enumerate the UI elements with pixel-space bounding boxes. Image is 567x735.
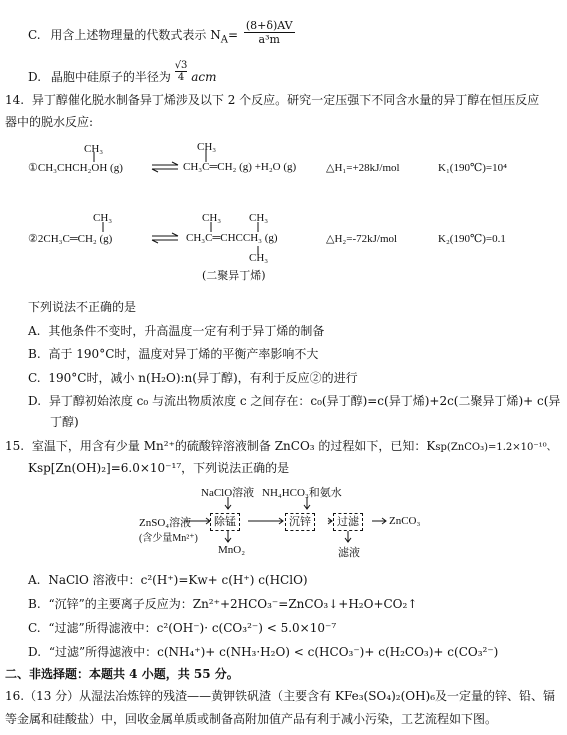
option-label: D. [28,70,42,84]
q16-line1: 16.（13 分）从湿法冶炼锌的残渣——黄钾铁矾渣（主要含有 KFe₃(SO₄)₂(OH)₆及一定量的锌、铅、镉 [5,689,556,703]
r1-equilibrium-constant: K₁(190℃)=10⁴ [438,162,507,174]
q15-stem-line2: Ksp[Zn(OH)₂]=6.0×10⁻¹⁷，下列说法正确的是 [28,461,290,475]
r1-enthalpy: △H₁=+28kJ/mol [326,162,400,174]
option-text: NaClO 溶液中：c²(H⁺)=Kw+ c(H⁺) c(HClO) [48,573,308,587]
q15-option-c [28,620,336,636]
r1-product-branch: CH₃ [197,141,217,153]
r2-product-branch-right-top: CH₃ [249,212,269,224]
fraction-numerator: (8+δ)AV [245,19,293,32]
option-d-top [28,60,217,89]
r2-product-name: (二聚异丁烯) [202,269,266,282]
sqrt-denominator: 4 [177,72,185,83]
q14-option-d [28,393,560,409]
q14-stem-line1 [5,92,539,108]
q15-stem-line1 [5,438,557,456]
r2-equilibrium-constant: K₂(190℃)=0.1 [438,233,506,245]
option-label: A. [28,573,41,587]
flow-step-filter: 过滤 [333,513,363,531]
r1-reactant-branch: CH₃ [84,143,104,155]
subscript: A [220,34,228,46]
reaction-number: ① [28,162,38,174]
flow-byproduct-mno2: MnO₂ [218,544,246,556]
q14-option-c [28,370,358,386]
unit: acm [191,70,217,84]
reactant-formula: 2CH₃C═CH₂ (g) [37,233,113,245]
option-text: 用含上述物理量的代数式表示 N [50,28,221,42]
reaction-number: ② [28,233,38,245]
q16-line2: 等金属和硅酸盐）中，回收金属单质或制备高附加值产品有利于减小污染，工艺流程如下图。 [5,712,498,726]
option-label: A. [28,324,41,338]
r2-product-bond-right-top [256,222,260,232]
q15-option-a [28,572,308,588]
r2-product: CH₃C═CHCCH₃ (g) [186,232,278,244]
flow-output: ZnCO₃ [389,515,421,527]
q14-stem-line2: 器中的脱水反应: [5,115,94,129]
option-c-top [28,19,297,49]
option-text: “沉锌”的主要离子反应为：Zn²⁺+2HCO₃⁻=ZnCO₃↓+H₂O+CO₂↑ [48,597,418,611]
q14-option-d-cont: 丁醇) [50,415,79,429]
r2-product-branch-right-bottom: CH₃ [249,252,269,264]
flow-step-remove-manganese: 除锰 [210,513,240,531]
question-number: 14. [5,93,25,107]
option-label: D. [28,645,42,659]
r2-reactant-branch: CH₃ [93,212,113,224]
r1-reactant [28,161,123,174]
r1-product: CH₃C═CH₂ (g) +H₂O (g) [183,161,297,173]
equilibrium-arrow [150,161,180,173]
reagent-nh4hco3: NH₄HCO₃和氨水 [262,487,342,499]
section-title: 二、非选择题：本题共 4 小题，共 55 分。 [5,667,239,681]
r2-product-branch-left: CH₃ [202,212,222,224]
sqrt-fraction [175,60,188,83]
q15-option-d [28,644,498,660]
option-text: 190°C时，减小 n(H₂O):n(异丁醇)，有利于反应②的进行 [48,371,358,385]
option-text: “过滤”所得滤液中：c(NH₄⁺)+ c(NH₃·H₂O) < c(HCO₃⁻)+ c(H₂CO₃)+ c(CO₃²⁻) [48,645,499,659]
ksp-znco3: sp(ZnCO₃)=1.2×10⁻¹⁰、 [435,442,557,453]
r2-product-bond-left [209,222,213,232]
r2-reactant [28,232,112,245]
r2-enthalpy: △H₂=-72kJ/mol [326,233,398,245]
question-number: 15. [5,439,25,453]
option-label: C. [28,28,41,42]
q14-ask: 下列说法不正确的是 [28,300,137,314]
option-label: D. [28,394,42,408]
option-label: C. [28,371,41,385]
option-text: 其他条件不变时，升高温度一定有利于异丁烯的制备 [48,324,325,338]
reagent-naclo: NaClO溶液 [201,487,255,499]
option-label: B. [28,347,41,361]
fraction-formula [244,19,295,46]
reactant-formula: CH₃CHCH₂OH (g) [37,162,123,174]
r2-reactant-bond [101,222,105,232]
flow-input: ZnSO₄溶液 [139,517,192,529]
option-text: 晶胞中硅原子的半径为 [50,70,171,84]
option-text: 异丁醇初始浓度 c₀ 与流出物质浓度 c 之间存在：c₀(异丁醇)=c(异丁烯)+2c(二聚异丁烯)+ c(异 [48,394,561,408]
fraction-denominator: a³m [258,33,280,46]
stem-text: 异丁醇催化脱水制备异丁烯涉及以下 2 个反应。研究一定压强下不同含水量的异丁醇在恒压反应 [31,93,540,107]
sqrt-numerator: √3 [174,60,188,71]
option-text: 高于 190°C时，温度对异丁烯的平衡产率影响不大 [48,347,319,361]
equilibrium-arrow [150,232,180,244]
equals: = [227,28,239,42]
option-text: “过滤”所得滤液中：c²(OH⁻)· c(CO₃²⁻) < 5.0×10⁻⁷ [48,621,337,635]
q14-option-a [28,323,324,339]
option-label: B. [28,597,41,611]
flow-step-precipitate-zinc: 沉锌 [285,513,315,531]
q15-option-b [28,596,417,612]
q14-option-b [28,346,318,362]
flow-input-note: (含少量Mn²⁺) [139,533,198,544]
option-label: C. [28,621,41,635]
flow-byproduct-filtrate: 滤液 [338,547,360,559]
stem-text: 室温下，用含有少量 Mn²⁺的硫酸锌溶液制备 ZnCO₃ 的过程如下，已知：K [31,439,436,453]
